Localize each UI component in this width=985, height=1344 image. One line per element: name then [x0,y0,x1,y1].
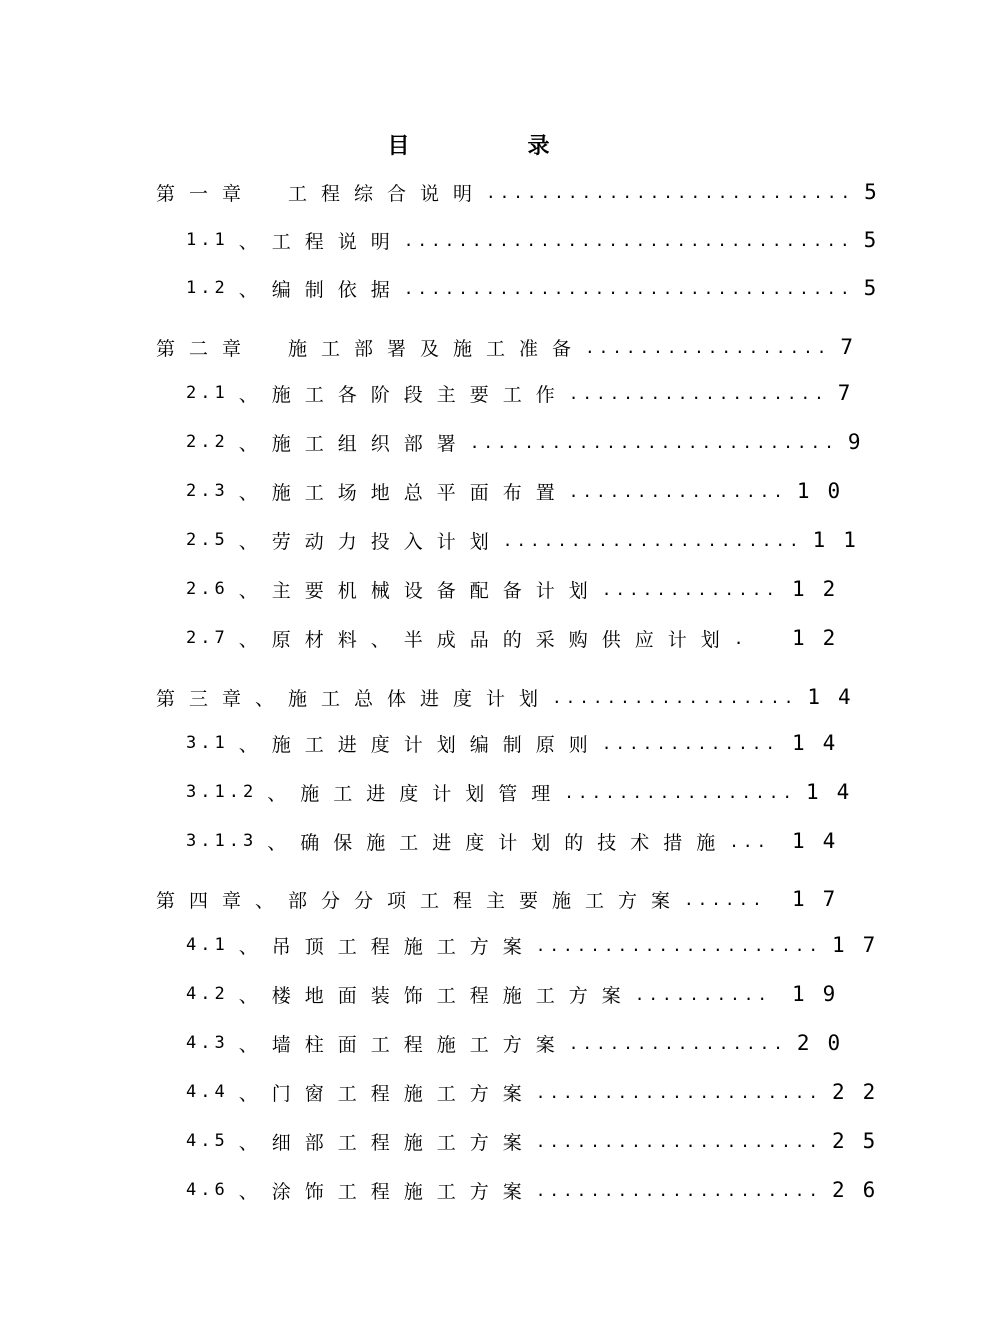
toc-entry[interactable] [186,930,894,960]
toc-entry[interactable] [156,332,854,362]
toc-entry[interactable] [186,777,868,807]
toc-entry-number: 2.2 [186,432,229,452]
toc-entry[interactable] [186,1028,859,1058]
toc-entry[interactable] [186,574,854,604]
toc-entry[interactable] [156,884,854,914]
toc-entry[interactable] [156,682,869,712]
toc-entry[interactable] [186,1175,894,1205]
toc-entry-title: 、原材料、半成品的采购供应计划 [238,628,734,651]
toc-entry-page-number: 7 [837,381,851,405]
toc-entry[interactable] [186,273,877,303]
toc-entry-title: 、墙柱面工程施工方案 [238,1033,569,1056]
toc-entry[interactable] [186,427,861,457]
toc-entry-number: 2.5 [186,530,229,550]
toc-entry-leader-dots: ..................... [535,1131,823,1151]
toc-entry-page-number: 7 [840,335,854,359]
toc-entry[interactable] [186,525,874,555]
toc-entry-number: 4.3 [186,1033,229,1053]
toc-entry-page-number: 26 [832,1178,894,1202]
toc-entry-title: 、细部工程施工方案 [238,1131,536,1154]
toc-entry-title: 、施工各阶段主要工作 [238,383,569,406]
toc-entry-leader-dots: ...... [684,889,766,909]
toc-entry-number: 1.2 [186,278,229,298]
toc-entry[interactable] [186,1126,894,1156]
toc-entry-leader-dots: .................. [585,337,831,357]
toc-entry-number: 4.2 [186,984,229,1004]
toc-entry[interactable] [186,476,859,506]
toc-entry-page-number: 20 [796,1031,859,1055]
toc-entry-page-number: 14 [805,780,868,804]
toc-entry-page-number: 14 [792,829,854,853]
toc-entry-number: 1.1 [186,230,229,250]
page-title: 目 录 [387,133,598,159]
toc-entry-leader-dots: ................ [568,481,787,501]
toc-entry-number: 2.1 [186,383,229,403]
toc-entry-page-number: 22 [832,1080,894,1104]
toc-entry-title: 、施工组织部署 [238,432,470,455]
toc-entry-title: 、确保施工进度计划的技术措施 [267,831,730,854]
toc-entry[interactable] [186,826,854,856]
toc-entry-leader-dots: ..................... [535,1180,823,1200]
toc-entry-title: 、施工场地总平面布置 [238,481,569,504]
toc-entry-page-number: 19 [792,982,854,1006]
toc-entry-page-number: 17 [832,933,894,957]
toc-entry-title: 、施工进度计划管理 [267,782,565,805]
toc-entry-leader-dots: ..................... [535,935,823,955]
toc-entry-number: 4.4 [186,1082,229,1102]
toc-entry-title: 、楼地面装饰工程施工方案 [238,984,635,1007]
toc-entry-page-number: 5 [863,276,877,300]
toc-entry-page-number: 12 [792,577,854,601]
toc-entry-page-number: 10 [796,479,859,503]
toc-entry-title: 、主要机械设备配备计划 [238,579,602,602]
toc-entry-page-number: 11 [812,528,874,552]
toc-entry-page-number: 5 [863,228,877,252]
toc-entry-page-number: 9 [847,430,861,454]
toc-entry-leader-dots: ................... [568,383,828,403]
toc-entry-title: 、编制依据 [238,278,404,301]
toc-entry-number: 4.1 [186,935,229,955]
toc-entry-page-number: 14 [807,685,869,709]
toc-entry[interactable] [186,225,877,255]
toc-entry-title: 第四章、部分分项工程主要施工方案 [156,889,685,912]
toc-entry-page-number: 14 [792,731,854,755]
toc-entry-title: 、工程说明 [238,230,404,253]
toc-entry-leader-dots: ................................. [403,230,854,250]
toc-entry-title: 、涂饰工程施工方案 [238,1180,536,1203]
toc-entry-title: 、劳动力投入计划 [238,530,503,553]
toc-entry-number: 3.1 [186,733,229,753]
toc-entry-title: 第一章 工程综合说明 [156,182,487,205]
toc-entry-number: 4.6 [186,1180,229,1200]
toc-entry[interactable] [156,177,877,207]
toc-entry-leader-dots: ................................. [403,278,854,298]
toc-entry-leader-dots: ................ [568,1033,787,1053]
toc-entry-number: 2.3 [186,481,229,501]
toc-entry-number: 3.1.2 [186,782,258,802]
toc-entry-leader-dots: ... [729,831,771,851]
toc-entry-leader-dots: . [733,628,748,648]
toc-entry-leader-dots: ........................... [486,182,855,202]
toc-entry-number: 3.1.3 [186,831,258,851]
toc-entry-leader-dots: .......... [634,984,772,1004]
toc-entry-title: 、施工进度计划编制原则 [238,733,602,756]
toc-entry-page-number: 12 [792,626,854,650]
toc-entry-number: 4.5 [186,1131,229,1151]
toc-entry-leader-dots: ............. [601,733,779,753]
toc-entry-leader-dots: ..................... [535,1082,823,1102]
toc-entry-number: 2.7 [186,628,229,648]
toc-entry[interactable] [186,979,854,1009]
toc-entry-title: 第三章、施工总体进度计划 [156,687,553,710]
toc-entry-title: 、门窗工程施工方案 [238,1082,536,1105]
toc-entry[interactable] [186,1077,894,1107]
toc-entry-page-number: 25 [832,1129,894,1153]
toc-entry-leader-dots: .................. [552,687,798,707]
toc-entry-leader-dots: ........................... [469,432,838,452]
toc-entry-page-number: 5 [864,180,877,204]
toc-entry-leader-dots: ...................... [502,530,803,550]
toc-entry[interactable] [186,623,854,653]
toc-entry-leader-dots: ............. [601,579,779,599]
toc-entry[interactable] [186,728,854,758]
toc-entry-title: 、吊顶工程施工方案 [238,935,536,958]
toc-entry-title: 第二章 施工部署及施工准备 [156,337,586,360]
toc-entry-number: 2.6 [186,579,229,599]
toc-entry[interactable] [186,378,851,408]
toc-entry-leader-dots: ................. [564,782,796,802]
toc-entry-page-number: 17 [792,887,854,911]
